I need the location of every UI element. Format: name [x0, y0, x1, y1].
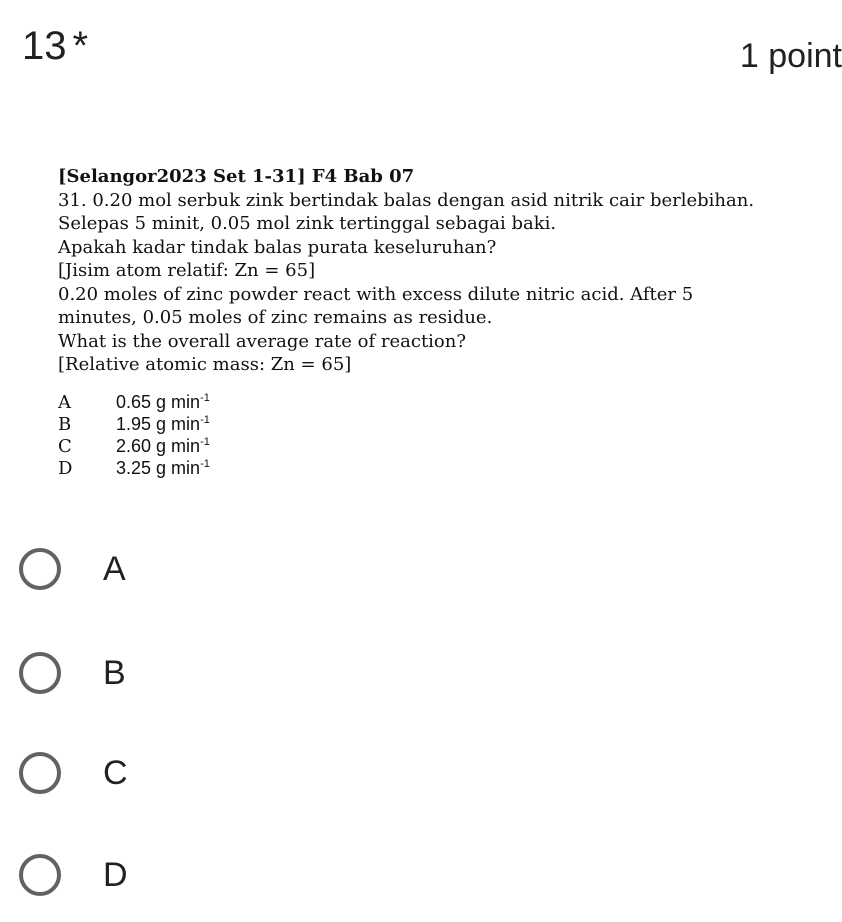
option-value-text: 1.95 g min	[116, 413, 201, 434]
question-text-line: [Jisim atom relatif: Zn = 65]	[58, 260, 316, 281]
radio-button-icon[interactable]	[19, 652, 61, 694]
question-text-line: Selepas 5 minit, 0.05 mol zink tertinggal sebagai baki.	[58, 213, 557, 234]
question-text-line: 0.20 moles of zinc powder react with excess dilute nitric acid. After 5	[58, 283, 694, 305]
option-exponent: -1	[200, 435, 210, 448]
radio-button-icon[interactable]	[19, 752, 61, 794]
question-header	[22, 22, 842, 75]
option-letter: D	[58, 457, 73, 479]
points-label: 1 point	[739, 37, 842, 75]
option-exponent: -1	[200, 413, 210, 426]
question-number-text: 13	[22, 24, 67, 68]
option-exponent: -1	[200, 391, 210, 404]
radio-button-icon[interactable]	[19, 548, 61, 590]
option-value-text: 2.60 g min	[116, 435, 201, 456]
option-value	[116, 453, 210, 481]
question-option	[58, 453, 818, 479]
option-value-text: 3.25 g min	[116, 457, 201, 478]
choice-label[interactable]: B	[103, 654, 126, 692]
choice-d[interactable]	[19, 847, 419, 903]
question-text-line: What is the overall average rate of reaction?	[58, 330, 467, 352]
option-letter: B	[58, 413, 72, 435]
option-letter: A	[58, 391, 71, 413]
question-number	[22, 22, 88, 70]
question-option-list	[58, 387, 818, 479]
question-image	[58, 165, 818, 479]
question-text-line: minutes, 0.05 moles of zinc remains as residue.	[58, 307, 493, 328]
option-exponent: -1	[200, 457, 210, 470]
question-option	[58, 409, 818, 435]
question-source-line: [Selangor2023 Set 1-31] F4 Bab 07	[58, 166, 415, 187]
question-text-line: Apakah kadar tindak balas purata keseluruhan?	[58, 236, 497, 258]
choice-c[interactable]	[19, 745, 419, 801]
required-marker: *	[72, 24, 89, 68]
question-option	[58, 431, 818, 457]
question-text-line: [Relative atomic mass: Zn = 65]	[58, 354, 352, 375]
choice-a[interactable]	[19, 541, 419, 597]
question-text-line: 31. 0.20 mol serbuk zink bertindak balas dengan asid nitrik cair berlebihan.	[58, 189, 755, 211]
choice-label[interactable]: D	[103, 856, 128, 894]
option-value-text: 0.65 g min	[116, 391, 201, 412]
question-option	[58, 387, 818, 413]
choice-label[interactable]: A	[103, 550, 126, 588]
option-letter: C	[58, 435, 72, 457]
radio-button-icon[interactable]	[19, 854, 61, 896]
choice-label[interactable]: C	[103, 754, 128, 792]
choice-b[interactable]	[19, 645, 419, 701]
